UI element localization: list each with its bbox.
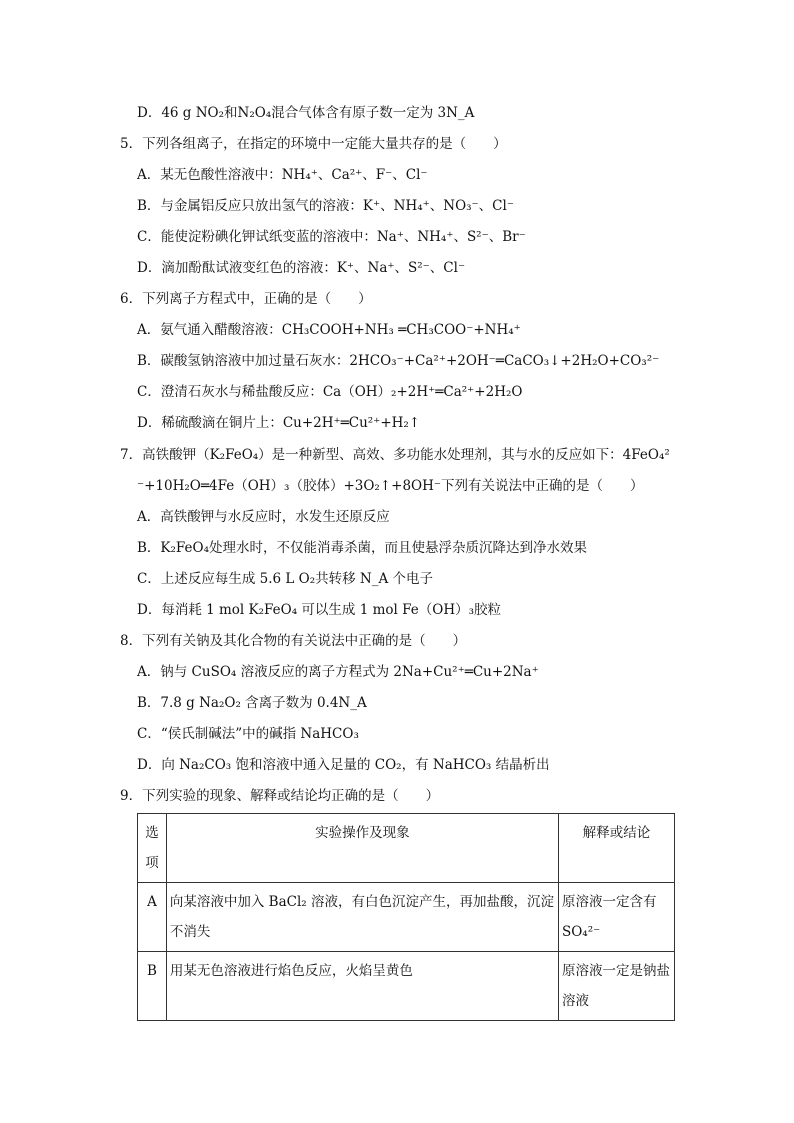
row-conclusion: 原溶液一定含有 SO₄²⁻ <box>558 883 674 952</box>
q6-option-d: D．稀硫酸滴在铜片上：Cu+2H⁺═Cu²⁺+H₂↑ <box>137 415 421 431</box>
q9-stem: 9．下列实验的现象、解释或结论均正确的是（ ） <box>120 788 440 804</box>
q5-option-b: B．与金属铝反应只放出氢气的溶液：K⁺、NH₄⁺、NO₃⁻、Cl⁻ <box>137 198 514 214</box>
q6-option-c: C．澄清石灰水与稀盐酸反应：Ca（OH）₂+2H⁺═Ca²⁺+2H₂O <box>137 384 523 400</box>
q8-option-b: B．7.8 g Na₂O₂ 含离子数为 0.4N_A <box>137 695 367 711</box>
q8-option-d: D．向 Na₂CO₃ 饱和溶液中通入足量的 CO₂，有 NaHCO₃ 结晶析出 <box>137 757 550 773</box>
q5-stem: 5．下列各组离子，在指定的环境中一定能大量共存的是（ ） <box>120 136 507 152</box>
q7-option-c: C．上述反应每生成 5.6 L O₂共转移 N_A 个电子 <box>137 571 434 587</box>
q5-option-c: C．能使淀粉碘化钾试纸变蓝的溶液中：Na⁺、NH₄⁺、S²⁻、Br⁻ <box>137 229 526 245</box>
q8-option-a: A．钠与 CuSO₄ 溶液反应的离子方程式为 2Na+Cu²⁺═Cu+2Na⁺ <box>137 664 539 680</box>
q5-option-a: A．某无色酸性溶液中：NH₄⁺、Ca²⁺、F⁻、Cl⁻ <box>137 167 428 183</box>
q7-option-d: D．每消耗 1 mol K₂FeO₄ 可以生成 1 mol Fe（OH）₃胶粒 <box>137 602 501 618</box>
header-operation: 实验操作及现象 <box>166 814 558 883</box>
q8-option-c: C．“侯氏制碱法”中的碱指 NaHCO₃ <box>137 726 359 742</box>
q7-stem-line1: 7．高铁酸钾（K₂FeO₄）是一种新型、高效、多功能水处理剂，其与水的反应如下：4FeO₄² <box>120 447 670 463</box>
q6-option-b: B．碳酸氢钠溶液中加过量石灰水：2HCO₃⁻+Ca²⁺+2OH⁻═CaCO₃↓+2H₂O+CO₃²⁻ <box>137 353 660 369</box>
table-row <box>138 883 675 952</box>
q7-option-a: A．高铁酸钾与水反应时，水发生还原反应 <box>137 509 390 525</box>
header-option: 选项 <box>138 814 167 883</box>
q7-stem-line2: ⁻+10H₂O═4Fe（OH）₃（胶体）+3O₂↑+8OH⁻下列有关说法中正确的是（ ） <box>137 478 644 494</box>
q7-option-b: B．K₂FeO₄处理水时，不仅能消毒杀菌，而且使悬浮杂质沉降达到净水效果 <box>137 540 588 556</box>
q8-stem: 8．下列有关钠及其化合物的有关说法中正确的是（ ） <box>120 633 467 649</box>
row-conclusion: 原溶液一定是钠盐溶液 <box>558 952 674 1021</box>
table-row <box>138 952 675 1021</box>
header-conclusion: 解释或结论 <box>558 814 674 883</box>
row-operation: 向某溶液中加入 BaCl₂ 溶液，有白色沉淀产生，再加盐酸，沉淀不消失 <box>166 883 558 952</box>
experiment-table <box>137 813 675 1021</box>
q6-option-a: A．氨气通入醋酸溶液：CH₃COOH+NH₃ ═CH₃COO⁻+NH₄⁺ <box>137 322 521 338</box>
row-option: B <box>138 952 167 1021</box>
q4-option-d: D．46 g NO₂和N₂O₄混合气体含有原子数一定为 3N_A <box>137 105 475 121</box>
q6-stem: 6．下列离子方程式中，正确的是（ ） <box>120 291 372 307</box>
q5-option-d: D．滴加酚酞试液变红色的溶液：K⁺、Na⁺、S²⁻、Cl⁻ <box>137 260 466 276</box>
table-header-row <box>138 814 675 883</box>
row-operation: 用某无色溶液进行焰色反应，火焰呈黄色 <box>166 952 558 1021</box>
row-option: A <box>138 883 167 952</box>
